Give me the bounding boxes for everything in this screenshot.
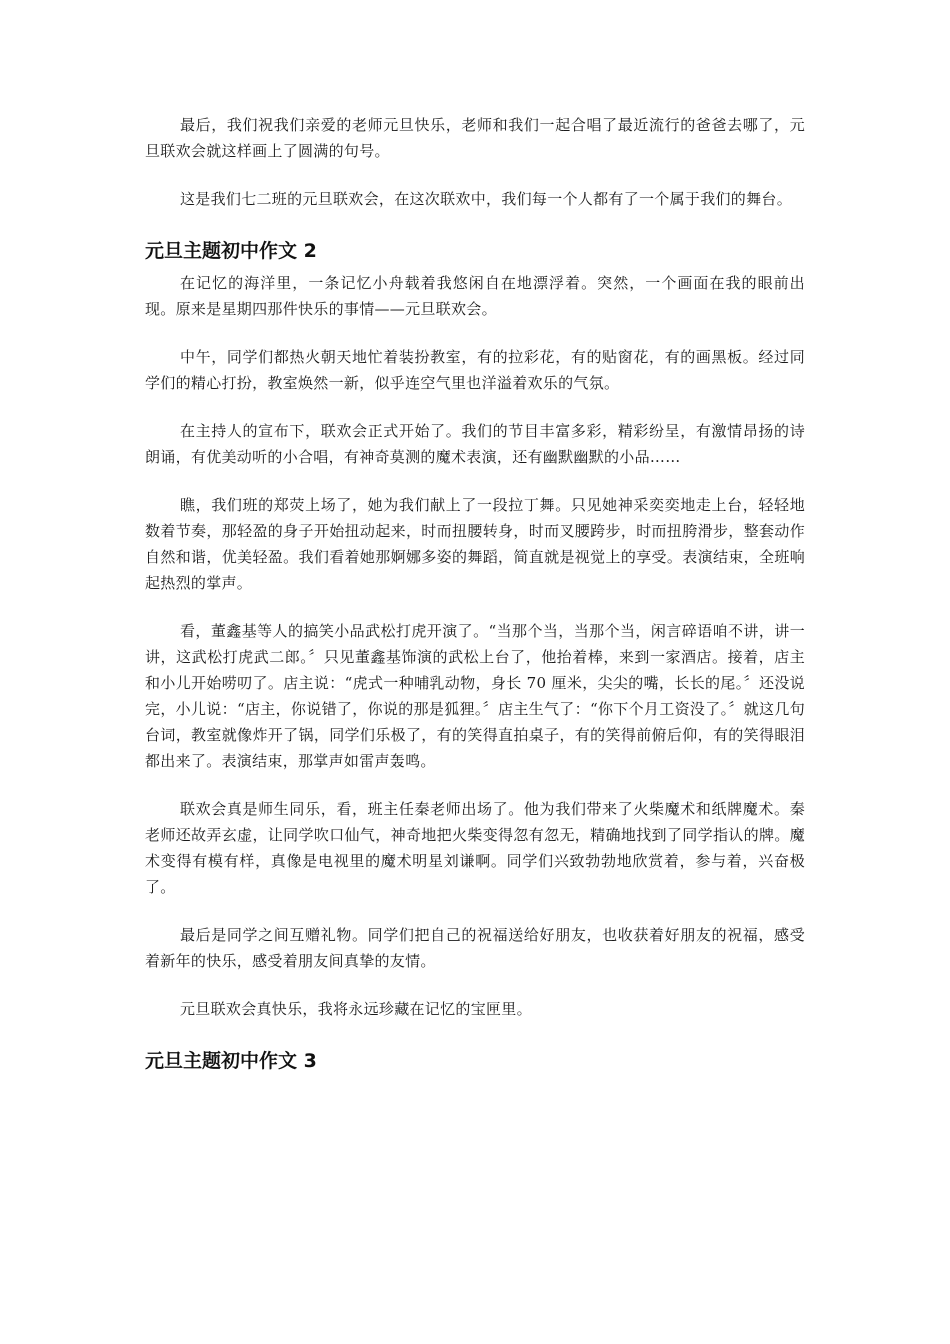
paragraph: 中午，同学们都热火朝天地忙着装扮教室，有的拉彩花，有的贴窗花，有的画黑板。经过同学们的精心打扮，教室焕然一新，似乎连空气里也洋溢着欢乐的气氛。 [145, 348, 805, 392]
paragraph: 联欢会真是师生同乐，看，班主任秦老师出场了。他为我们带来了火柴魔术和纸牌魔术。秦老师还故弄玄虚，让同学吹口仙气，神奇地把火柴变得忽有忽无，精确地找到了同学指认的牌。魔术变得有模有样，真像是电视里的魔术明星刘谦啊。同学们兴致勃勃地欣赏着，参与着，兴奋极了。 [145, 800, 805, 896]
paragraph: 瞧，我们班的郑荧上场了，她为我们献上了一段拉丁舞。只见她神采奕奕地走上台，轻轻地数着节奏，那轻盈的身子开始扭动起来，时而扭腰转身，时而叉腰跨步，时而扭胯滑步，整套动作自然和谐，优美轻盈。我们看着她那婀娜多姿的舞蹈，简直就是视觉上的享受。表演结束，全班响起热烈的掌声。 [145, 496, 805, 592]
section-essay-2 [145, 234, 805, 1022]
paragraph: 元旦联欢会真快乐，我将永远珍藏在记忆的宝匣里。 [180, 1000, 532, 1018]
paragraph: 最后是同学之间互赠礼物。同学们把自己的祝福送给好朋友，也收获着好朋友的祝福，感受着新年的快乐，感受着朋友间真挚的友情。 [145, 926, 805, 970]
section-intro-ending [145, 112, 805, 212]
section-essay-3 [145, 1044, 805, 1078]
paragraph: 在主持人的宣布下，联欢会正式开始了。我们的节目丰富多彩，精彩纷呈，有激情昂扬的诗朗诵，有优美动听的小合唱，有神奇莫测的魔术表演，还有幽默幽默的小品…… [145, 422, 805, 466]
paragraph: 看，董鑫基等人的搞笑小品武松打虎开演了。“当那个当，当那个当，闲言碎语咱不讲，讲一讲，这武松打虎武二郎。〞只见董鑫基饰演的武松上台了，他抬着棒，来到一家酒店。接着，店主和小儿开始唠叨了。店主说：“虎式一种哺乳动物，身长 70 厘米，尖尖的嘴，长长的尾。〞还没说完，小儿说：“店主，你说错了，你说的那是狐狸。〞店主生气了：“你下个月工资没了。〞就这几句台词，教室就像炸开了锅，同学们乐极了，有的笑得直拍桌子，有的笑得前俯后仰，有的笑得眼泪都出来了。表演结束，那掌声如雷声轰鸣。 [145, 622, 805, 770]
document-body [145, 112, 805, 1088]
paragraph: 最后，我们祝我们亲爱的老师元旦快乐，老师和我们一起合唱了最近流行的爸爸去哪了，元旦联欢会就这样画上了圆满的句号。 [145, 116, 805, 160]
paragraph: 这是我们七二班的元旦联欢会，在这次联欢中，我们每一个人都有了一个属于我们的舞台。 [180, 190, 793, 208]
paragraph: 在记忆的海洋里，一条记忆小舟载着我悠闲自在地漂浮着。突然，一个画面在我的眼前出现。原来是星期四那件快乐的事情——元旦联欢会。 [145, 274, 805, 318]
essay-title: 元旦主题初中作文 2 [145, 240, 317, 262]
essay-title: 元旦主题初中作文 3 [145, 1050, 317, 1072]
